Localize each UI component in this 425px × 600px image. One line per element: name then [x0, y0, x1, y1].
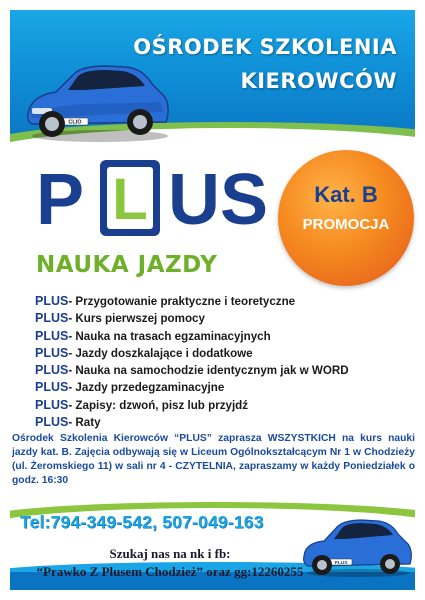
- list-item-prefix: PLUS: [35, 363, 69, 378]
- list-item-text: - Zapisy: dzwoń, pisz lub przyjdź: [68, 398, 249, 412]
- feature-list: [35, 293, 415, 431]
- list-item-text: - Nauka na trasach egzaminacyjnych: [68, 329, 271, 343]
- header-banner: [10, 10, 415, 150]
- list-item: [35, 293, 415, 310]
- list-item: [35, 328, 415, 345]
- promo-category: Kat. B: [314, 182, 378, 207]
- list-item-prefix: PLUS: [35, 397, 69, 412]
- car-plate-text: CLIO: [68, 119, 82, 126]
- learner-l-sign-inner: [107, 167, 153, 232]
- list-item-prefix: PLUS: [35, 294, 69, 308]
- list-item: [35, 379, 415, 396]
- list-item-prefix: PLUS: [35, 345, 69, 360]
- list-item-text: - Jazdy przedegzaminacyjne: [68, 381, 225, 395]
- social-line: Szukaj nas na nk i fb:: [109, 546, 231, 561]
- social-line-2: “Prawko Z Plusem Chodzież” oraz gg:12260255: [36, 564, 304, 579]
- list-item-text: - Nauka na samochodzie identycznym jak w WORD: [68, 364, 349, 378]
- header-title: [127, 30, 397, 98]
- logo-letters-us: US: [168, 160, 269, 240]
- tel-label: Tel:: [20, 512, 51, 532]
- list-item-text: - Raty: [68, 416, 101, 430]
- car-plus-image: [300, 512, 416, 578]
- logo-letter-p: P: [36, 160, 85, 240]
- learner-l-letter: L: [112, 167, 148, 232]
- list-item: [35, 345, 415, 362]
- list-item: [35, 414, 415, 431]
- list-item-text: - Jazdy doszkalające i dodatkowe: [68, 346, 253, 360]
- info-paragraph: Ośrodek Szkolenia Kierowców “PLUS” zaprasza WSZYSTKICH na kurs nauki jazdy kat. B. Zajęcia odbywają się w Liceum Ogólnokształcącym Nr 1 w Chodzieży (ul. Żeromskiego 11) w sali nr 4 - CZYTELNIA, zapraszamy w każdy Poniedziałek o godz. 16:30: [12, 433, 415, 486]
- tel-numbers: 794-349-542, 507-049-163: [50, 512, 264, 532]
- list-item: [35, 397, 415, 414]
- car-bottom-plate-text: PLUS: [334, 560, 348, 566]
- list-item-text: - Przygotowanie praktyczne i teoretyczne: [68, 295, 296, 308]
- tagline: NAUKA JAZDY: [36, 252, 218, 278]
- phone-numbers: [20, 512, 264, 533]
- promo-badge: [278, 150, 414, 286]
- header-title-line1: OŚRODEK SZKOLENIA: [133, 35, 397, 59]
- list-item: [35, 310, 415, 327]
- list-item-prefix: PLUS: [35, 380, 69, 395]
- header-title-line2: KIEROWCÓW: [240, 69, 397, 93]
- promo-label: PROMOCJA: [302, 216, 390, 233]
- list-item: [35, 362, 415, 379]
- list-item-prefix: PLUS: [35, 328, 69, 343]
- list-item-prefix: PLUS: [35, 311, 69, 326]
- list-item-text: - Kurs pierwszej pomocy: [68, 312, 205, 326]
- list-item-prefix: PLUS: [35, 415, 69, 430]
- learner-l-sign: [100, 160, 160, 236]
